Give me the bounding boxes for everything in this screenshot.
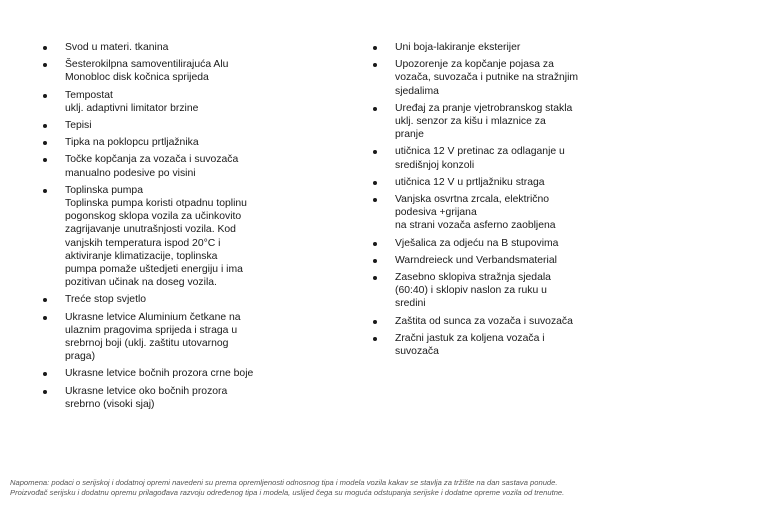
list-item-line: središnjoj konzoli — [395, 159, 475, 171]
list-item-line: Toplinska pumpa — [65, 184, 143, 196]
list-item-line: (60:40) i sklopiv naslon za ruku u — [395, 285, 547, 297]
list-item-line: manualno podesive po visini — [65, 167, 196, 179]
list-item-line: Warndreieck und Verbandsmaterial — [395, 254, 557, 266]
list-item-line: Uni boja-lakiranje eksterijer — [395, 42, 521, 53]
list-item-line: Vješalica za odjeću na B stupovima — [395, 237, 559, 249]
list-item-line: Zračni jastuk za koljena vozača i — [395, 332, 545, 344]
list-item — [372, 271, 622, 311]
list-item-line: pumpa pomaže uštedjeti energiju i ima — [65, 264, 243, 276]
list-item — [42, 119, 312, 132]
list-item-line: praga) — [65, 351, 96, 363]
list-item-line: srebrnoj boji (uklj. zaštitu utovarnog — [65, 338, 229, 350]
list-item-line: aktiviranje klimatizacije, toplinska — [65, 250, 218, 262]
list-item-line: Svod u materi. tkanina — [65, 42, 169, 53]
list-item — [42, 184, 312, 290]
list-item-line: Zasebno sklopiva stražnja sjedala — [395, 272, 551, 284]
list-item-line: zagrijavanje unutrašnjosti vozila. Kod — [65, 224, 236, 236]
footnote — [10, 478, 755, 498]
list-item-line: Ukrasne letvice bočnih prozora crne boje — [65, 368, 254, 380]
list-item-line: Uređaj za pranje vjetrobranskog stakla — [395, 102, 573, 114]
list-item-line: pogonskog sklopa vozila za učinkovito — [65, 211, 242, 223]
list-item-line: Ukrasne letvice oko bočnih prozora — [65, 385, 228, 397]
list-item — [372, 315, 622, 328]
list-item-line: Monobloc disk kočnica sprijeda — [65, 72, 209, 84]
list-item-line: srebrno (visoki sjaj) — [65, 398, 155, 410]
list-item — [42, 367, 312, 380]
list-item — [42, 311, 312, 364]
list-item-line: pranje — [395, 129, 424, 141]
bullet-list-left — [42, 41, 312, 411]
list-item — [42, 41, 312, 54]
list-item-line: Treće stop svjetlo — [65, 294, 147, 306]
list-item-line: Tipka na poklopcu prtljažnika — [65, 137, 199, 149]
list-item-line: Ukrasne letvice Aluminium četkane na — [65, 311, 241, 323]
list-item — [42, 58, 312, 84]
list-item — [372, 237, 622, 250]
list-item — [372, 102, 622, 142]
footnote-line-1: Napomena: podaci o serijskoj i dodatnoj opremi navedeni su prema opremljenosti odnosnog tipa i modela vozila kakav se stavlja za tržište na dan sastava ponude. — [10, 478, 558, 487]
list-item-line: suvozača — [395, 346, 439, 358]
list-item — [372, 332, 622, 358]
list-item — [372, 193, 622, 233]
list-item — [372, 254, 622, 267]
list-item-line: Tepisi — [65, 120, 92, 132]
list-item-line: Upozorenje za kopčanje pojasa za — [395, 59, 554, 71]
list-item — [372, 176, 622, 189]
list-item-line: sjedalima — [395, 85, 439, 97]
list-item — [42, 153, 312, 179]
list-item — [42, 136, 312, 149]
list-item-line: pozitivan učinak na doseg vozila. — [65, 277, 217, 289]
list-item-line: Zaštita od sunca za vozača i suvozača — [395, 315, 573, 327]
list-item-line: sredini — [395, 298, 426, 310]
list-item — [42, 293, 312, 306]
list-item-line: ulaznim pragovima sprijeda i straga u — [65, 324, 238, 336]
list-item — [42, 385, 312, 411]
list-item-line: vanjskih temperatura ispod 20°C i — [65, 237, 221, 249]
equipment-list-left — [42, 41, 312, 415]
list-item-line: na strani vozača asferno zaobljena — [395, 220, 556, 232]
list-item-line: Točke kopčanja za vozača i suvozača — [65, 154, 239, 166]
list-item-line: uklj. adaptivni limitator brzine — [65, 102, 199, 114]
list-item-line: Tempostat — [65, 89, 113, 101]
list-item — [42, 89, 312, 115]
list-item-line: Šesterokilpna samoventilirajuća Alu — [65, 59, 229, 71]
footnote-line-2: Proizvođač serijsku i dodatnu opremu prilagođava razvoju određenog tipa i modela, uslijed čega su moguća odstupanja serijske i dodatne opreme vozila od trenutne. — [10, 488, 565, 497]
list-item-line: Vanjska osvrtna zrcala, električno — [395, 194, 550, 206]
list-item — [372, 58, 622, 98]
list-item-line: utičnica 12 V u prtljažniku straga — [395, 176, 545, 188]
bullet-list-right — [372, 41, 622, 358]
list-item-line: podesiva +grijana — [395, 207, 477, 219]
equipment-list-right — [372, 41, 622, 362]
list-item-line: Toplinska pumpa koristi otpadnu toplinu — [65, 198, 247, 210]
list-item-line: vozača, suvozača i putnike na stražnjim — [395, 72, 579, 84]
list-item — [372, 41, 622, 54]
list-item-line: uklj. senzor za kišu i mlaznice za — [395, 116, 546, 128]
list-item — [372, 145, 622, 171]
list-item-line: utičnica 12 V pretinac za odlaganje u — [395, 146, 565, 158]
